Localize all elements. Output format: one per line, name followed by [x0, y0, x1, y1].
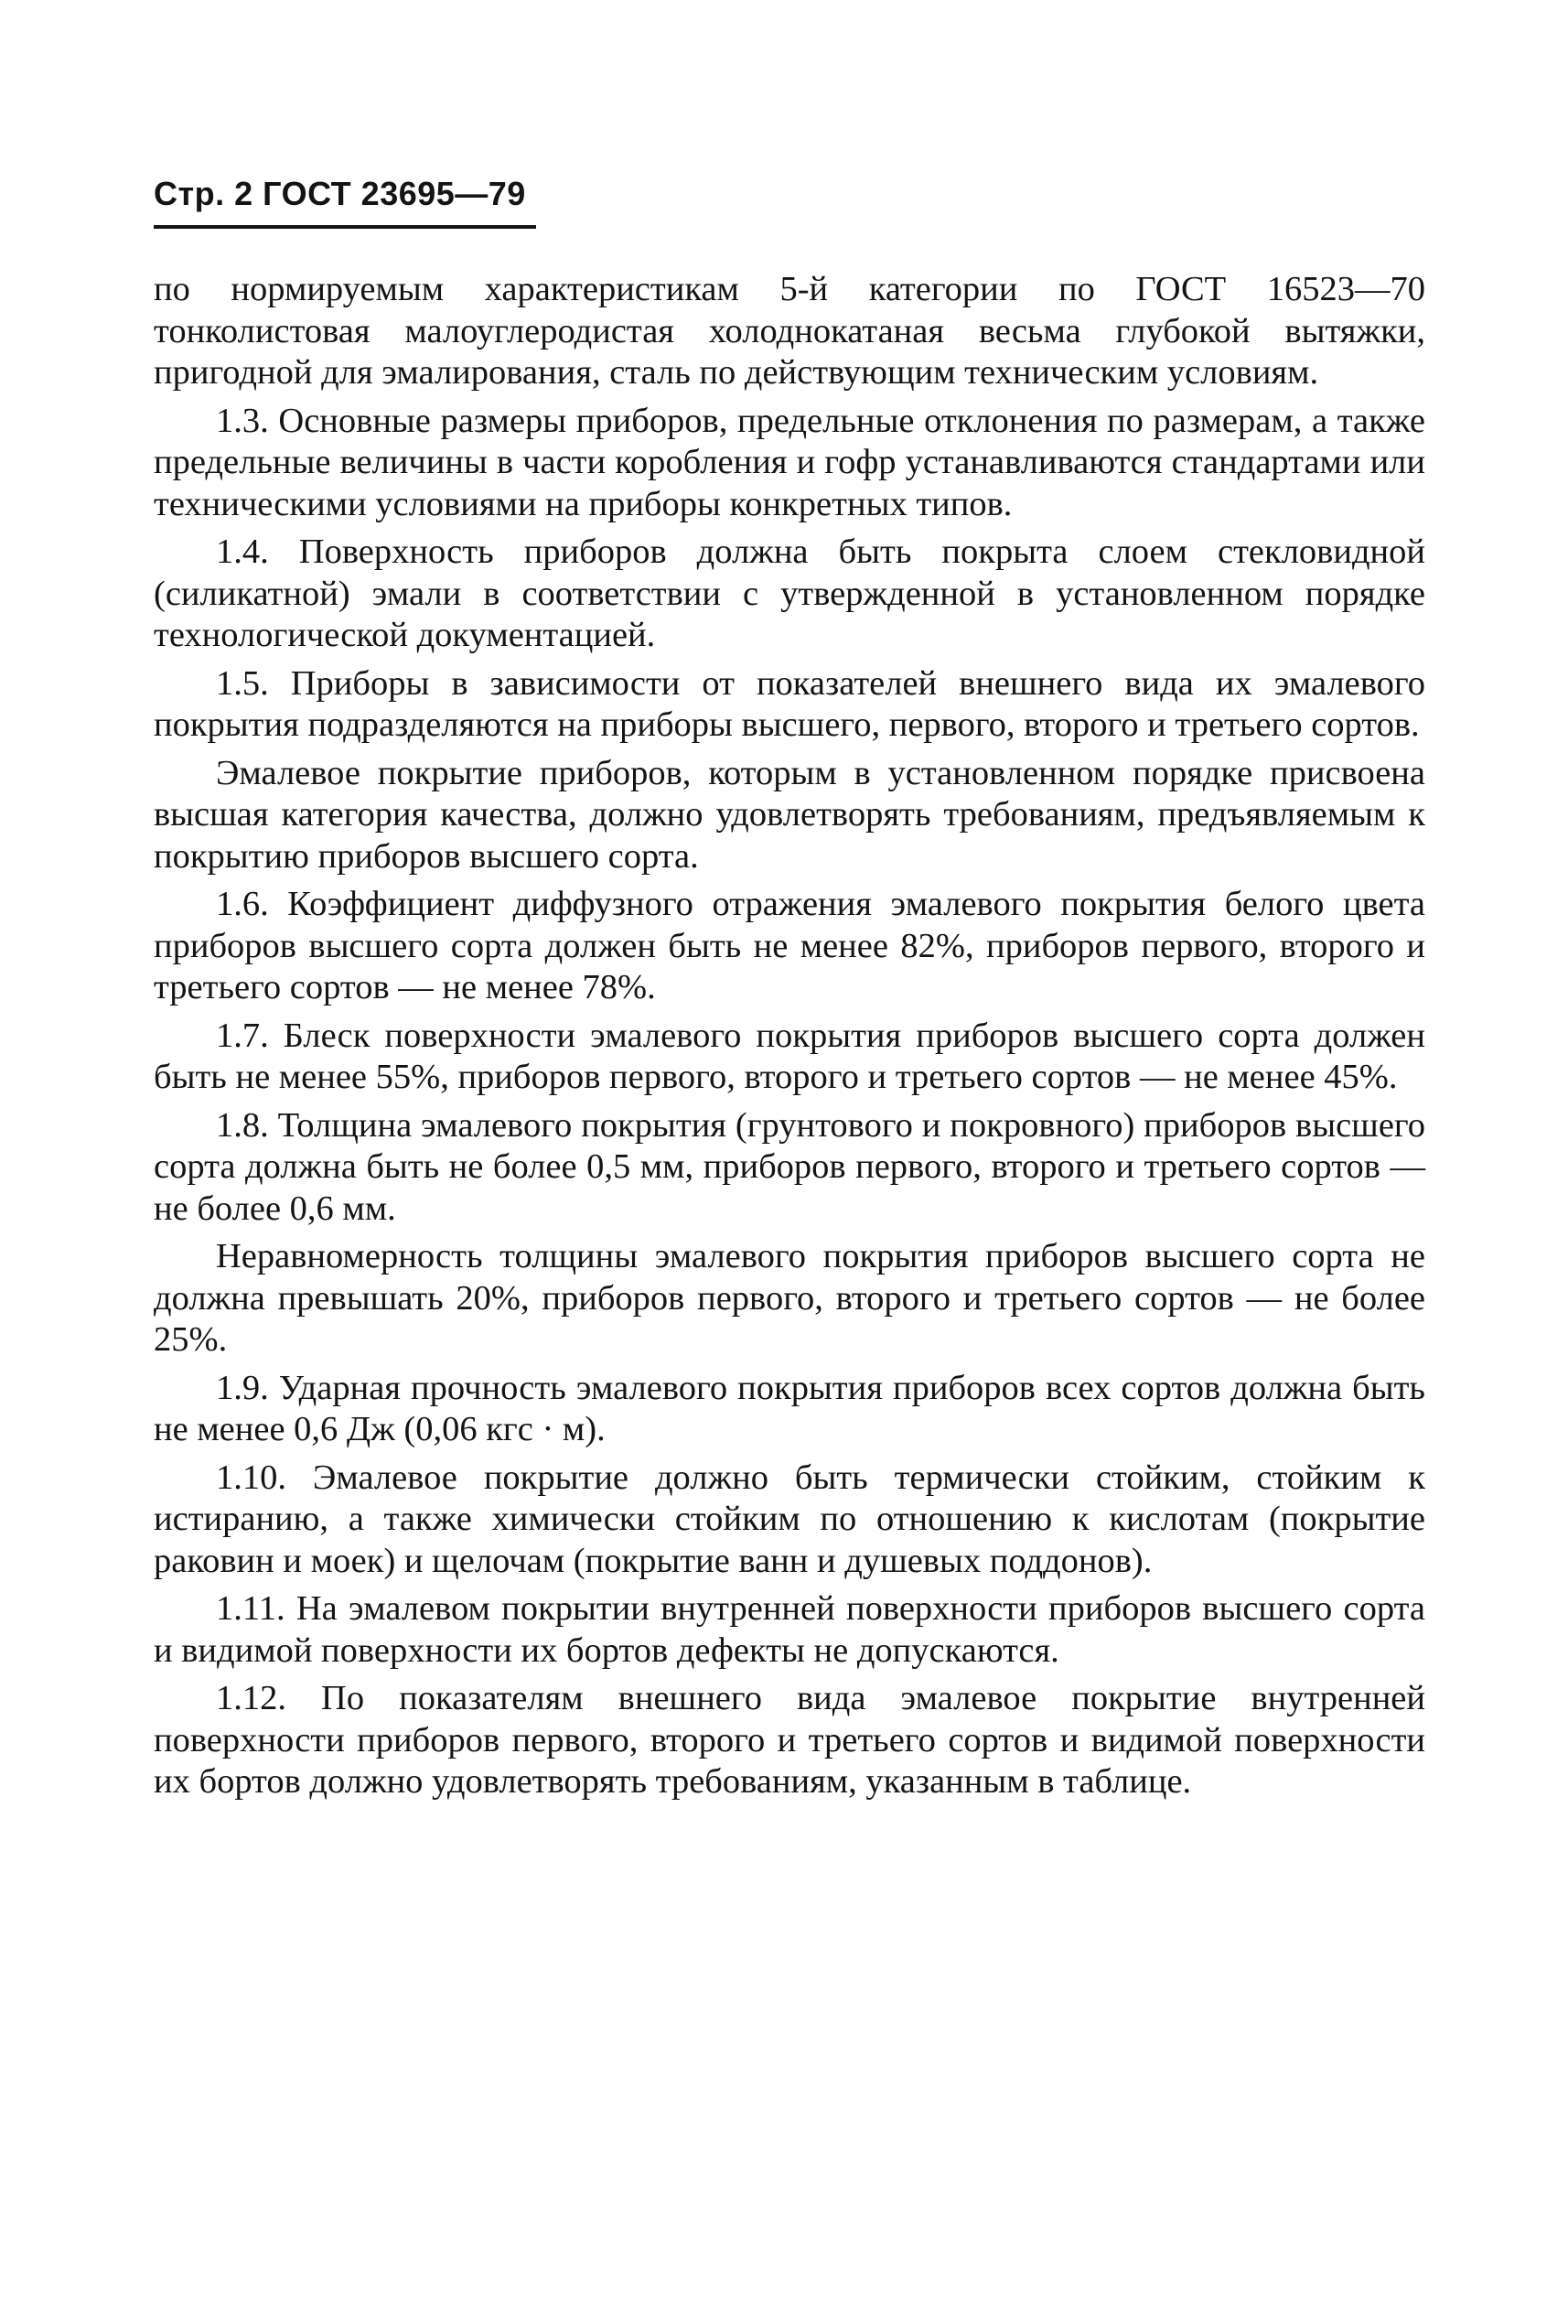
page-header: Стр. 2 ГОСТ 23695—79 — [154, 175, 526, 212]
paragraph-1-11: 1.11. На эмалевом покрытии внутренней поверхности приборов высшего сорта и видимой поверхности их бортов дефекты не допускаются. — [154, 1589, 1425, 1670]
paragraph-1-5-quality: Эмалевое покрытие приборов, которым в установленном порядке присвоена высшая категория качества, должно удовлетворять требованиям, предъявляемым к покрытию приборов высшего сорта. — [154, 753, 1425, 876]
paragraph-1-10: 1.10. Эмалевое покрытие должно быть термически стойким, стойким к истиранию, а также химически стойким по отношению к кислотам (покрытие раковин и моек) и щелочам (покрытие ванн и душевых поддонов). — [154, 1458, 1425, 1580]
paragraph-1-8-unevenness: Неравномерность толщины эмалевого покрытия приборов высшего сорта не должна превышать 20%, приборов первого, второго и третьего сортов — не более 25%. — [154, 1237, 1425, 1359]
paragraph-1-5: 1.5. Приборы в зависимости от показателей внешнего вида их эмалевого покрытия подразделяются на приборы высшего, первого, второго и третьего сортов. — [154, 663, 1425, 744]
paragraph-1-4: 1.4. Поверхность приборов должна быть покрыта слоем стекловидной (силикатной) эмали в соответствии с утвержденной в установленном порядке технологической документацией. — [154, 533, 1425, 654]
document-body — [154, 269, 1425, 1803]
paragraph-1-6: 1.6. Коэффициент диффузного отражения эмалевого покрытия белого цвета приборов высшего сорта должен быть не менее 82%, приборов первого, второго и третьего сортов — не менее 78%. — [154, 885, 1425, 1006]
paragraph-1-12: 1.12. По показателям внешнего вида эмалевое покрытие внутренней поверхности приборов первого, второго и третьего сортов и видимой поверхности их бортов должно удовлетворять требованиям, указанным в таблице. — [154, 1679, 1425, 1801]
header-rule — [154, 225, 536, 229]
paragraph-1-7: 1.7. Блеск поверхности эмалевого покрытия приборов высшего сорта должен быть не менее 55%, приборов первого, второго и третьего сортов — не менее 45%. — [154, 1016, 1425, 1096]
paragraph-1-8: 1.8. Толщина эмалевого покрытия (грунтового и покровного) приборов высшего сорта должна быть не более 0,5 мм, приборов первого, второго и третьего сортов — не более 0,6 мм. — [154, 1105, 1425, 1228]
paragraph-continuation: по нормируемым характеристикам 5-й категории по ГОСТ 16523—70 тонколистовая малоуглеродистая холоднокатаная весьма глубокой вытяжки, пригодной для эмалирования, сталь по действующим техническим условиям. — [154, 270, 1425, 392]
paragraph-1-9: 1.9. Ударная прочность эмалевого покрытия приборов всех сортов должна быть не менее 0,6 Дж (0,06 кгс · м). — [154, 1368, 1425, 1448]
paragraph-1-3: 1.3. Основные размеры приборов, предельные отклонения по размерам, а также предельные величины в части коробления и гофр устанавливаются стандартами или техническими условиями на приборы конкретных типов. — [154, 401, 1425, 523]
document-page — [154, 174, 1425, 1810]
